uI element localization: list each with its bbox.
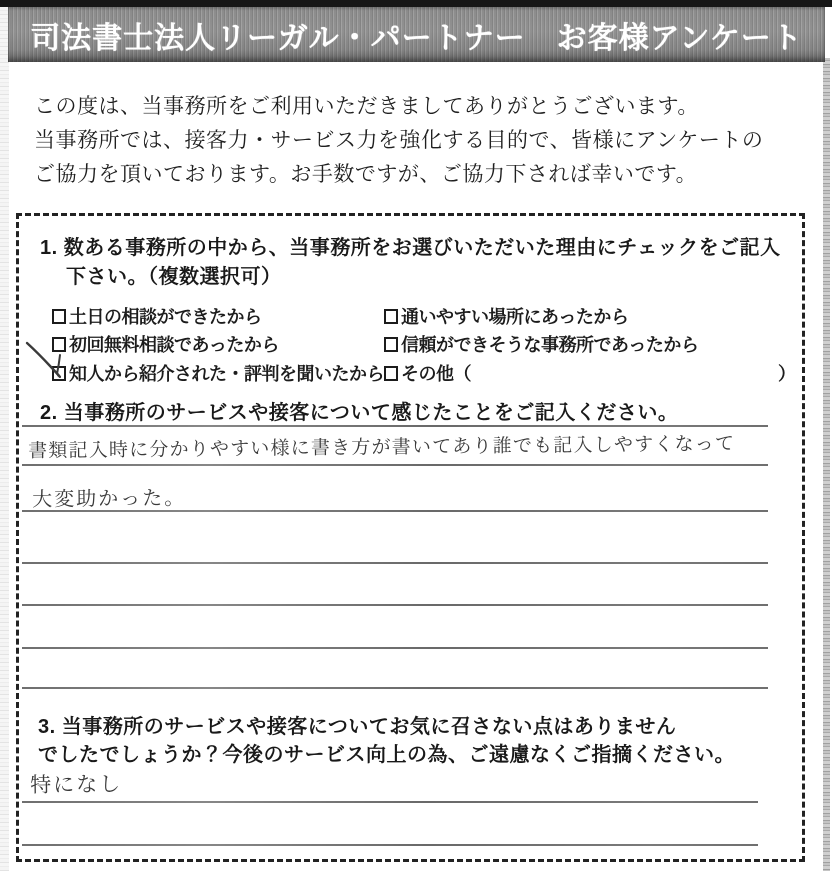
option-referral-reputation <box>52 360 384 386</box>
scan-top-strip <box>0 0 832 7</box>
writing-line <box>22 801 758 803</box>
checkbox-other[interactable] <box>384 366 398 381</box>
option-label: 知人から紹介された・評判を聞いたから <box>69 364 384 384</box>
writing-line <box>22 647 768 649</box>
option-convenient-location <box>384 303 628 329</box>
option-free-first-consult <box>52 331 279 357</box>
writing-line <box>22 604 768 606</box>
intro-line: 当事務所では、接客力・サービス力を強化する目的で、皆様にアンケートの <box>34 129 764 152</box>
option-other <box>384 360 471 386</box>
page-title: 司法書士法人リーガル・パートナー お客様アンケート <box>30 21 803 55</box>
option-label: 通いやすい場所にあったから <box>401 307 629 327</box>
question3-heading-line2: でしたでしょうか？今後のサービス向上の為、ご遠慮なくご指摘ください。 <box>38 744 735 766</box>
other-close-paren: ） <box>778 364 796 384</box>
intro-line: ご協力を頂いております。お手数ですが、ご協力下されば幸いです。 <box>34 163 698 186</box>
question3-heading-line1: 3. 当事務所のサービスや接客についてお気に召さない点はありません <box>38 716 677 738</box>
scan-left-edge-noise <box>0 7 9 871</box>
intro-paragraph <box>34 90 763 192</box>
handwritten-check-mark <box>24 340 70 382</box>
question1-heading-line1: 1. 数ある事務所の中から、当事務所をお選びいただいた理由にチェックをご記入 <box>40 237 781 259</box>
option-label: 土日の相談ができたから <box>69 307 262 327</box>
option-label: 信頼ができそうな事務所であったから <box>401 335 699 355</box>
checkbox-convenient-location[interactable] <box>384 309 398 324</box>
writing-line <box>22 464 768 466</box>
option-trustworthy-office <box>384 331 698 357</box>
question2-heading: 2. 当事務所のサービスや接客について感じたことをご記入ください。 <box>40 402 679 424</box>
writing-line <box>22 844 758 846</box>
option-weekend-consult <box>52 303 262 329</box>
writing-line <box>22 425 768 427</box>
checkbox-weekend-consult[interactable] <box>52 309 66 324</box>
handwritten-answer-q2-line1: 書類記入時に分かりやすい様に書き方が書いてあり誰でも記入しやすくなって <box>28 433 736 462</box>
intro-line: この度は、当事務所をご利用いただきましてありがとうございます。 <box>34 95 699 118</box>
question1-heading-line2: 下さい。（複数選択可） <box>66 266 282 288</box>
handwritten-answer-q2-line2: 大変助かった。 <box>32 487 187 511</box>
option-label: 初回無料相談であったから <box>69 335 279 355</box>
option-label: その他（ <box>401 364 471 384</box>
scan-right-edge-noise <box>823 58 830 871</box>
checkbox-trustworthy-office[interactable] <box>384 337 398 352</box>
writing-line <box>22 687 768 689</box>
writing-line <box>22 562 768 564</box>
handwritten-answer-q3: 特になし <box>30 773 123 797</box>
header-banner <box>8 7 825 62</box>
